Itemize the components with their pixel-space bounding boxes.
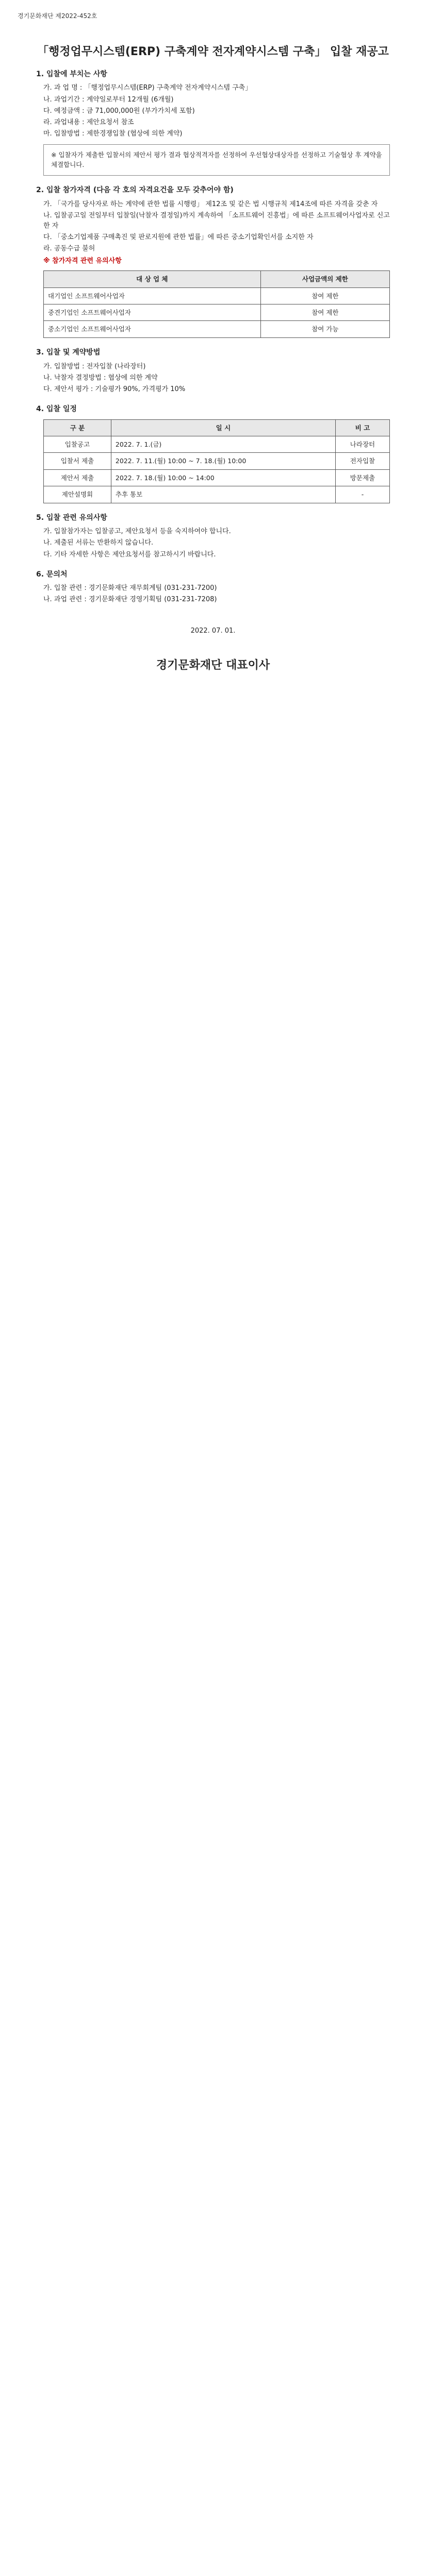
table-cell: 2022. 7. 18.(월) 10:00 ~ 14:00 — [111, 469, 335, 486]
footer-org: 경기문화재단 대표이사 — [156, 658, 270, 672]
table-cell: 입찰공고 — [44, 436, 111, 453]
sec2-line: 가. 「국가를 당사자로 하는 계약에 관한 법률 시행령」 제12조 및 같은 법 시행규칙 제14조에 따른 자격을 갖춘 자 — [43, 200, 378, 208]
table-cell: 중견기업인 소프트웨어사업자 — [44, 304, 261, 321]
schedule-table — [43, 419, 390, 503]
table-header-cell: 사업금액의 제한 — [260, 271, 389, 287]
table-header-row — [44, 271, 390, 287]
table-cell: 참여 가능 — [260, 321, 389, 337]
section-2-heading: 2. 입찰 참가자격 (다음 각 호의 자격요건을 모두 갖추어야 함) — [36, 185, 234, 194]
table-row — [44, 436, 390, 453]
table-cell: 방문제출 — [335, 469, 389, 486]
table-cell: 중소기업인 소프트웨어사업자 — [44, 321, 261, 337]
sec3-line: 다. 제안서 평가 : 기술평가 90%, 가격평가 10% — [43, 385, 186, 393]
table-header-row — [44, 419, 390, 436]
table-header-cell: 일 시 — [111, 419, 335, 436]
section-3-heading: 3. 입찰 및 계약방법 — [36, 348, 101, 357]
table-row — [44, 321, 390, 337]
section-4-heading: 4. 입찰 일정 — [36, 404, 77, 413]
sec5-line: 가. 입찰참가자는 입찰공고, 제안요청서 등을 숙지하여야 합니다. — [43, 528, 231, 536]
table-cell: 참여 제한 — [260, 304, 389, 321]
sec2-line: 다. 「중소기업제품 구매촉진 및 판로지원에 관한 법률」에 따른 중소기업확인서를 소지한 자 — [43, 233, 314, 241]
table-row — [44, 486, 390, 503]
table-row — [44, 304, 390, 321]
table-header-cell: 비 고 — [335, 419, 389, 436]
table-row — [44, 287, 390, 304]
sec5-line: 나. 제출된 서류는 반환하지 않습니다. — [43, 539, 154, 547]
sec2-red-title: ※ 참가자격 관련 유의사항 — [43, 257, 122, 265]
sec3-line: 가. 입찰방법 : 전자입찰 (나라장터) — [43, 362, 146, 370]
section-6-heading: 6. 문의처 — [36, 570, 68, 579]
document-number: 경기문화재단 제2022-452호 — [18, 12, 97, 20]
table-cell: - — [335, 486, 389, 503]
table-cell: 입찰서 제출 — [44, 453, 111, 469]
table-cell: 2022. 7. 11.(월) 10:00 ~ 7. 18.(월) 10:00 — [111, 453, 335, 469]
eligibility-table — [43, 270, 390, 338]
table-header-cell: 구 분 — [44, 419, 111, 436]
section-5-heading: 5. 입찰 관련 유의사항 — [36, 513, 107, 522]
table-cell: 추후 통보 — [111, 486, 335, 503]
footer-date: 2022. 07. 01. — [190, 626, 236, 635]
section-1-heading: 1. 입찰에 부치는 사항 — [36, 70, 107, 78]
table-cell: 대기업인 소프트웨어사업자 — [44, 287, 261, 304]
table-cell: 제안설명회 — [44, 486, 111, 503]
sec1-line: 마. 입찰방법 : 제한경쟁입찰 (협상에 의한 계약) — [43, 129, 183, 138]
sec5-line: 다. 기타 자세한 사항은 제안요청서를 참고하시기 바랍니다. — [43, 550, 216, 558]
table-row — [44, 469, 390, 486]
sec1-line: 라. 과업내용 : 제안요청서 참조 — [43, 118, 134, 126]
sec2-line: 라. 공동수급 불허 — [43, 245, 95, 253]
sec6-line: 나. 과업 관련 : 경기문화재단 경영기획팀 (031-231-7208) — [43, 596, 217, 604]
sec6-line: 가. 입찰 관련 : 경기문화재단 재무회계팀 (031-231-7200) — [43, 584, 217, 592]
sec3-line: 나. 낙찰자 결정방법 : 협상에 의한 계약 — [43, 374, 158, 382]
table-cell: 전자입찰 — [335, 453, 389, 469]
sec1-line: 다. 예정금액 : 금 71,000,000원 (부가가치세 포함) — [43, 107, 195, 115]
table-cell: 참여 제한 — [260, 287, 389, 304]
table-cell: 제안서 제출 — [44, 469, 111, 486]
table-cell: 2022. 7. 1.(금) — [111, 436, 335, 453]
table-header-cell: 대 상 업 체 — [44, 271, 261, 287]
table-row — [44, 453, 390, 469]
sec1-line: 나. 과업기간 : 계약일로부터 12개월 (6개월) — [43, 95, 174, 104]
sec2-line: 나. 입찰공고일 전일부터 입찰일(낙찰자 결정일)까지 계속하여 「소프트웨어 진흥법」에 따른 소프트웨어사업자로 신고한 자 — [43, 211, 390, 230]
eligibility-table-wrap — [43, 270, 390, 338]
schedule-table-wrap — [43, 419, 390, 503]
sec1-line: 가. 과 업 명 : 「행정업무시스템(ERP) 구축계약 전자계약시스템 구축」 — [43, 84, 252, 92]
page-title: 「행정업무시스템(ERP) 구축계약 전자계약시스템 구축」 입찰 재공고 — [37, 45, 389, 58]
sec1-note: ※ 입찰자가 제출한 입찰서의 제안서 평가 결과 협상적격자를 선정하여 우선협상대상자를 선정하고 기술협상 후 계약을 체결합니다. — [43, 144, 390, 176]
table-cell: 나라장터 — [335, 436, 389, 453]
